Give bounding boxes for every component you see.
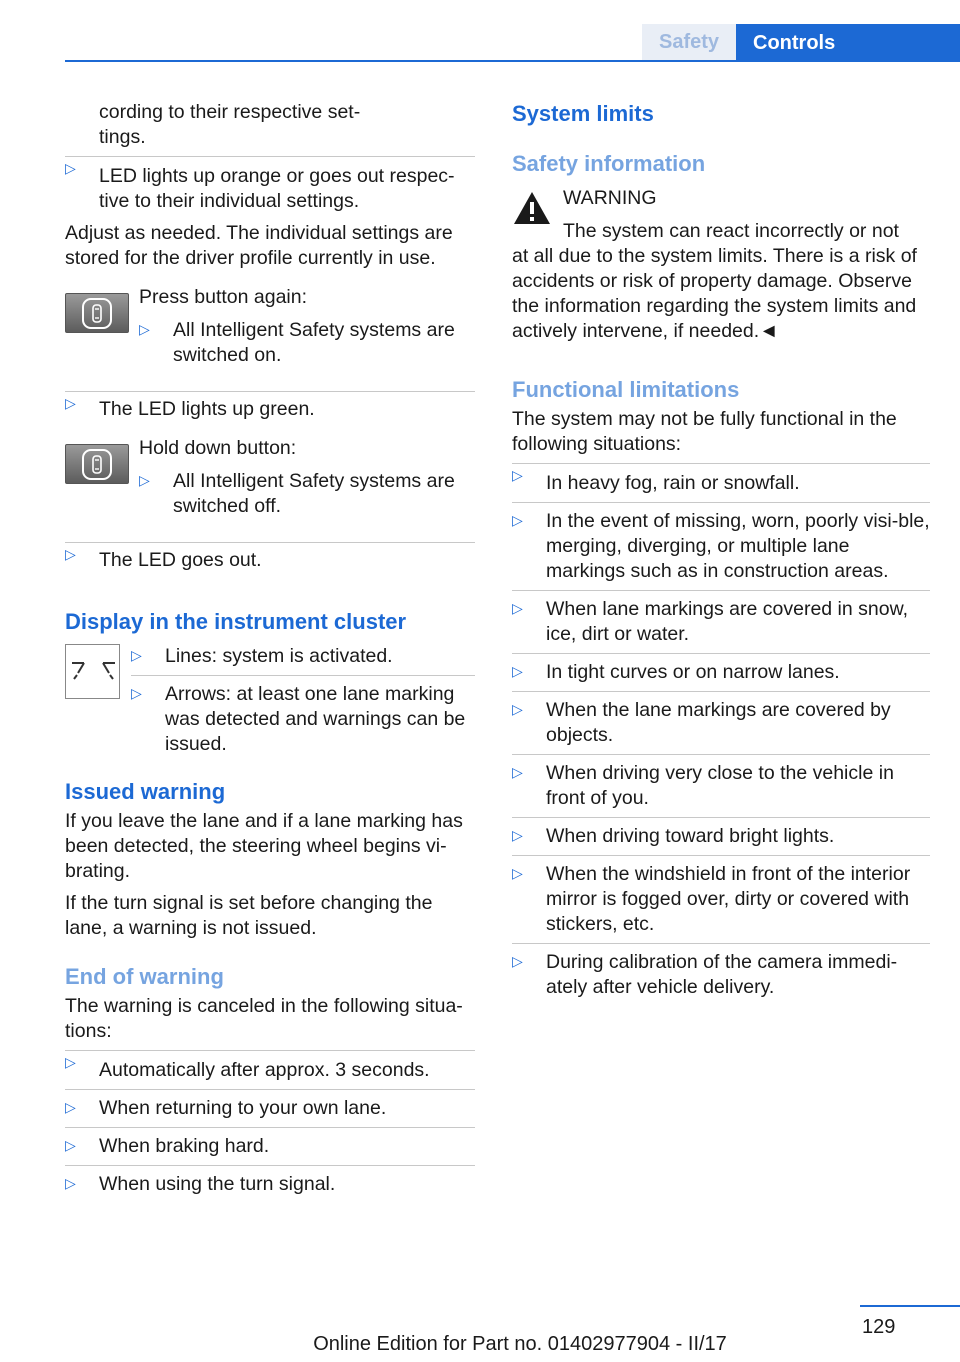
page-number: 129 — [862, 1316, 896, 1338]
situation-text: When driving toward bright lights. — [546, 825, 835, 847]
adjust-paragraph: Adjust as needed. The individual settings are stored for the driver profile currently in use. — [65, 222, 453, 269]
bullet-led-text-l2: tive to their individual settings. — [99, 190, 360, 212]
press-again-label: Press button again: — [139, 286, 308, 308]
situation-text: In the event of missing, worn, poorly visi-ble, merging, diverging, or multiple lane markings such as in construction areas. — [546, 510, 930, 582]
hold-bullet-text: All Intelligent Safety systems are switched off. — [173, 470, 455, 517]
end-paragraph: The warning is canceled in the following situa-tions: — [65, 995, 463, 1042]
warning-text: at all due to the system limits. There is a risk of accidents or risk of property damage. Observe the information regarding the system limits and actively intervene, if needed.◄ — [512, 245, 917, 342]
end-item-text: When using the turn signal. — [99, 1173, 336, 1195]
list-item — [512, 590, 930, 647]
header-rule — [65, 60, 960, 62]
issued-paragraph-2: If the turn signal is set before changing the lane, a warning is not issued. — [65, 892, 433, 939]
situations-list — [512, 463, 930, 1000]
list-item — [131, 675, 475, 757]
press-bullet-text: All Intelligent Safety systems are switched on. — [173, 319, 455, 366]
list-item — [139, 469, 475, 519]
list-item — [65, 1165, 475, 1197]
situation-text: When the windshield in front of the interior mirror is fogged over, dirty or covered with stickers, etc. — [546, 863, 911, 935]
list-item — [65, 1050, 475, 1083]
left-column — [65, 100, 475, 1197]
list-item — [65, 1089, 475, 1121]
situation-text: When driving very close to the vehicle in front of you. — [546, 762, 894, 809]
cluster-list — [131, 644, 475, 757]
warning-triangle-icon — [512, 190, 552, 226]
hold-down-block — [65, 437, 475, 542]
footer-rule — [860, 1305, 960, 1307]
situation-text: During calibration of the camera immedi-ately after vehicle delivery. — [546, 951, 898, 998]
safety-heading: Safety information — [512, 151, 706, 176]
list-item — [512, 463, 930, 496]
end-item-text: Automatically after approx. 3 seconds. — [99, 1059, 430, 1081]
end-heading: End of warning — [65, 964, 224, 989]
display-heading: Display in the instrument cluster — [65, 609, 407, 634]
situation-text: In tight curves or on narrow lanes. — [546, 661, 840, 683]
tab-safety[interactable]: Safety — [642, 24, 736, 60]
functional-paragraph: The system may not be fully functional in the following situations: — [512, 408, 897, 455]
edition-text: Online Edition for Part no. 01402977904 - II/17 — [313, 1333, 727, 1355]
continued-text-line2: tings. — [99, 126, 146, 148]
lines-bullet-text: Lines: system is activated. — [165, 645, 393, 667]
situation-text: In heavy fog, rain or snowfall. — [546, 472, 800, 494]
end-list — [65, 1050, 475, 1197]
list-item — [512, 817, 930, 849]
warning-block — [512, 186, 930, 344]
list-item — [65, 156, 475, 214]
issued-heading: Issued warning — [65, 779, 226, 804]
list-item — [131, 644, 475, 669]
list-item — [512, 855, 930, 937]
right-column — [512, 100, 930, 1000]
list-item — [139, 318, 475, 368]
list-item — [65, 542, 475, 573]
functional-heading: Functional limitations — [512, 377, 740, 402]
continued-text-line1: cording to their respective set- — [99, 101, 361, 123]
list-item — [512, 691, 930, 748]
limits-heading: System limits — [512, 101, 654, 126]
safety-button-icon — [65, 293, 129, 333]
situation-text: When the lane markings are covered by objects. — [546, 699, 891, 746]
list-item — [512, 754, 930, 811]
list-item — [512, 502, 930, 584]
tab-controls[interactable]: Controls — [736, 24, 960, 62]
end-item-text: When returning to your own lane. — [99, 1097, 387, 1119]
bullet-led-text-l1: LED lights up orange or goes out respec- — [99, 165, 455, 187]
warning-label: WARNING — [563, 187, 657, 209]
led-green-text: The LED lights up green. — [99, 398, 315, 420]
list-item — [512, 943, 930, 1000]
list-item — [512, 653, 930, 685]
end-item-text: When braking hard. — [99, 1135, 270, 1157]
issued-paragraph-1: If you leave the lane and if a lane marking has been detected, the steering wheel begins vi-brating. — [65, 810, 463, 882]
press-again-block — [65, 286, 475, 391]
hold-down-label: Hold down button: — [139, 437, 297, 459]
list-item — [65, 1127, 475, 1159]
lane-lines-icon — [65, 644, 120, 699]
situation-text: When lane markings are covered in snow, ice, dirt or water. — [546, 598, 909, 645]
cluster-display-block — [65, 644, 475, 754]
arrows-bullet-text: Arrows: at least one lane marking was detected and warnings can be issued. — [165, 683, 466, 755]
warning-first-line: The system can react incorrectly or not — [563, 220, 899, 242]
safety-button-icon — [65, 444, 129, 484]
led-out-text: The LED goes out. — [99, 549, 262, 571]
list-item — [65, 391, 475, 422]
